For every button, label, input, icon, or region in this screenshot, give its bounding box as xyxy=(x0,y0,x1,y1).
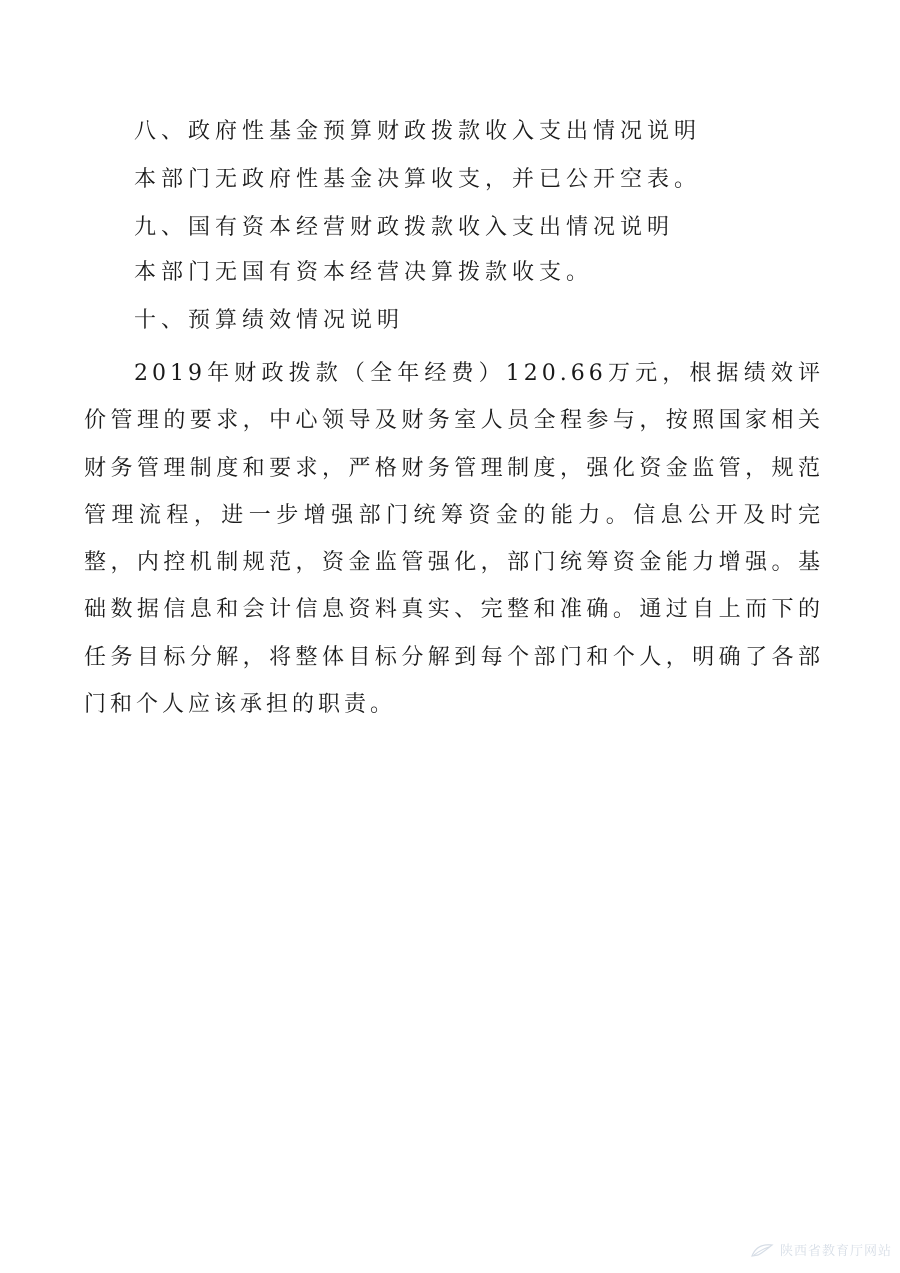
performance-paragraph: 2019年财政拨款（全年经费）120.66万元，根据绩效评价管理的要求，中心领导及财务室人员全程参与，按照国家相关财务管理制度和要求，严格财务管理制度，强化资金监管，规范管理流程，进一步增强部门统筹资金的能力。信息公开及时完整，内控机制规范，资金监管强化，部门统筹资金能力增强。基础数据信息和会计信息资料真实、完整和准确。通过自上而下的任务目标分解，将整体目标分解到每个部门和个人，明确了各部门和个人应该承担的职责。 xyxy=(84,361,824,718)
section-text-9: 本部门无国有资本经营决算拨款收支。 xyxy=(134,260,594,285)
leaf-logo-icon xyxy=(750,1242,774,1258)
section-heading-10: 十、预算绩效情况说明 xyxy=(134,308,405,333)
site-watermark xyxy=(750,1240,892,1259)
section-heading-8: 八、政府性基金预算财政拨款收入支出情况说明 xyxy=(134,119,702,144)
section-heading-9: 九、国有资本经营财政拨款收入支出情况说明 xyxy=(134,215,675,240)
watermark-text: 陕西省教育厅网站 xyxy=(779,1244,892,1259)
section-text-8: 本部门无政府性基金决算收支，并已公开空表。 xyxy=(134,167,702,192)
